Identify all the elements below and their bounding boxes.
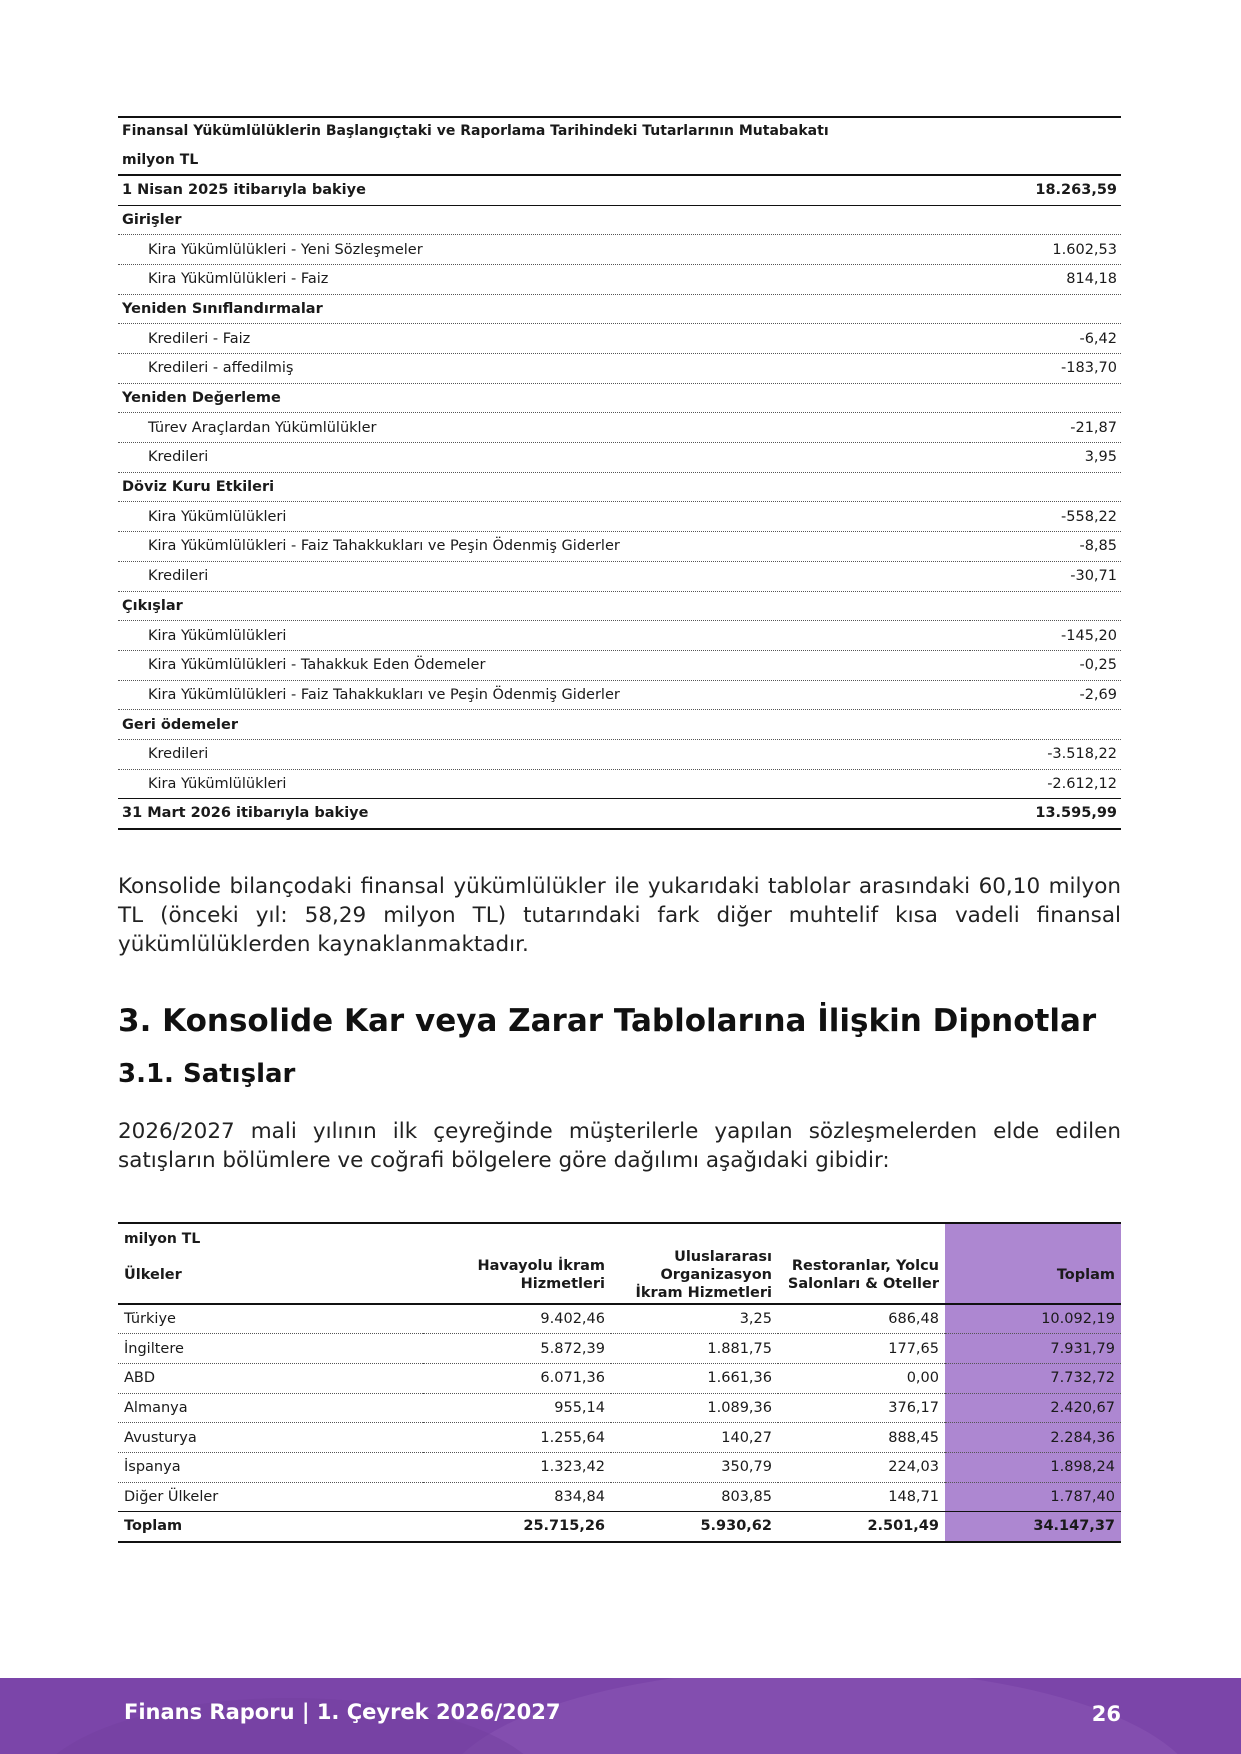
table-title: Finansal Yükümlülüklerin Başlangıçtaki ve Raporlama Tarihindeki Tutarlarının Mutabakatı [122, 122, 829, 139]
table-row [118, 739, 1121, 769]
opening-balance-row [118, 175, 1121, 205]
sales-table [118, 1222, 1121, 1543]
cell-restaurants-lounges: 888,45 [778, 1423, 945, 1453]
total-column-header-bg [945, 1223, 1121, 1247]
closing-balance-row [118, 799, 1121, 829]
table-row-label: Kredileri - Faiz [118, 324, 970, 354]
group-header-row [118, 205, 1121, 235]
group-label: Geri ödemeler [118, 710, 1121, 740]
page-footer [0, 1678, 1241, 1754]
subsection-heading: 3.1. Satışlar [118, 1059, 296, 1089]
cell-country: Türkiye [118, 1304, 423, 1334]
cell-total: 7.732,72 [945, 1363, 1121, 1393]
table-row-value: -558,22 [970, 502, 1121, 532]
table-row [118, 561, 1121, 591]
table-row [118, 1423, 1121, 1453]
table-row-value: -183,70 [970, 354, 1121, 384]
cell-total: 1.898,24 [945, 1452, 1121, 1482]
cell-airline-catering: 955,14 [423, 1393, 611, 1423]
cell-country: Avusturya [118, 1423, 423, 1453]
table-row-value: -2,69 [970, 680, 1121, 710]
cell-event-catering: 350,79 [611, 1452, 778, 1482]
opening-balance-row-value: 18.263,59 [970, 175, 1121, 205]
table-row [118, 532, 1121, 562]
cell-total: 7.931,79 [945, 1334, 1121, 1364]
cell-total: 34.147,37 [945, 1512, 1121, 1542]
table-unit: milyon TL [118, 146, 1121, 176]
cell-airline-catering: 1.323,42 [423, 1452, 611, 1482]
table-row [118, 1304, 1121, 1334]
closing-balance-row-value: 13.595,99 [970, 799, 1121, 829]
group-header-row [118, 710, 1121, 740]
table-row-value: -6,42 [970, 324, 1121, 354]
total-row [118, 1512, 1121, 1542]
cell-restaurants-lounges: 376,17 [778, 1393, 945, 1423]
cell-country: Almanya [118, 1393, 423, 1423]
sales-intro: 2026/2027 mali yılının ilk çeyreğinde müşterilerle yapılan sözleşmelerden elde edilen satışların bölümlere ve coğrafi bölgelere göre dağılımı aşağıdaki gibidir: [118, 1119, 1121, 1173]
table-row-label: Kredileri [118, 561, 970, 591]
page-number: 26 [1091, 1702, 1121, 1726]
cell-event-catering: 3,25 [611, 1304, 778, 1334]
group-header-row [118, 294, 1121, 324]
cell-restaurants-lounges: 0,00 [778, 1363, 945, 1393]
cell-total: 2.284,36 [945, 1423, 1121, 1453]
table-row-label: Kira Yükümlülükleri - Faiz [118, 264, 970, 294]
table-row [118, 1393, 1121, 1423]
header-countries: Ülkeler [118, 1247, 423, 1304]
table-row-label: Kira Yükümlülükleri [118, 502, 970, 532]
cell-event-catering: 1.089,36 [611, 1393, 778, 1423]
table-row-label: Kredileri [118, 739, 970, 769]
table-row-label: Kredileri [118, 443, 970, 473]
table-row [118, 680, 1121, 710]
table-row-value: -21,87 [970, 413, 1121, 443]
table-row [118, 264, 1121, 294]
table-row [118, 1334, 1121, 1364]
cell-event-catering: 1.661,36 [611, 1363, 778, 1393]
cell-country: İspanya [118, 1452, 423, 1482]
table-row-label: Kira Yükümlülükleri [118, 769, 970, 799]
cell-total: 2.420,67 [945, 1393, 1121, 1423]
cell-airline-catering: 5.872,39 [423, 1334, 611, 1364]
cell-country: İngiltere [118, 1334, 423, 1364]
header-airline-catering: Havayolu İkram Hizmetleri [423, 1247, 611, 1304]
table-row-value: 3,95 [970, 443, 1121, 473]
table-row-value: -8,85 [970, 532, 1121, 562]
cell-restaurants-lounges: 177,65 [778, 1334, 945, 1364]
table-row [118, 354, 1121, 384]
table-row-label: Kira Yükümlülükleri - Yeni Sözleşmeler [118, 235, 970, 265]
table-row-label: Kira Yükümlülükleri - Faiz Tahakkukları ve Peşin Ödenmiş Giderler [118, 680, 970, 710]
sales-unit: milyon TL [118, 1223, 423, 1247]
table-row-value: -145,20 [970, 621, 1121, 651]
group-label: Çıkışlar [118, 591, 1121, 621]
cell-restaurants-lounges: 2.501,49 [778, 1512, 945, 1542]
group-label: Girişler [118, 205, 1121, 235]
closing-balance-row-label: 31 Mart 2026 itibarıyla bakiye [118, 799, 970, 829]
table-title-row [118, 116, 1121, 146]
table-row-value: -0,25 [970, 650, 1121, 680]
cell-airline-catering: 6.071,36 [423, 1363, 611, 1393]
cell-restaurants-lounges: 148,71 [778, 1482, 945, 1512]
group-header-row [118, 472, 1121, 502]
group-label: Yeniden Sınıflandırmalar [118, 294, 1121, 324]
cell-event-catering: 5.930,62 [611, 1512, 778, 1542]
cell-airline-catering: 9.402,46 [423, 1304, 611, 1334]
table-unit-row [118, 146, 1121, 176]
cell-country: Diğer Ülkeler [118, 1482, 423, 1512]
table-row-label: Kira Yükümlülükleri [118, 621, 970, 651]
table-row [118, 650, 1121, 680]
table-row [118, 413, 1121, 443]
table-row [118, 324, 1121, 354]
table-row [118, 443, 1121, 473]
cell-airline-catering: 25.715,26 [423, 1512, 611, 1542]
header-total: Toplam [945, 1247, 1121, 1304]
group-label: Döviz Kuru Etkileri [118, 472, 1121, 502]
cell-airline-catering: 834,84 [423, 1482, 611, 1512]
table-row [118, 769, 1121, 799]
cell-total: 10.092,19 [945, 1304, 1121, 1334]
group-header-row [118, 591, 1121, 621]
table-row-label: Kira Yükümlülükleri - Faiz Tahakkukları ve Peşin Ödenmiş Giderler [118, 532, 970, 562]
table-row-value: -2.612,12 [970, 769, 1121, 799]
header-restaurants-lounges: Restoranlar, Yolcu Salonları & Oteller [778, 1247, 945, 1304]
table-row-label: Kira Yükümlülükleri - Tahakkuk Eden Ödemeler [118, 650, 970, 680]
cell-event-catering: 803,85 [611, 1482, 778, 1512]
table-row [118, 1363, 1121, 1393]
cell-restaurants-lounges: 224,03 [778, 1452, 945, 1482]
table-row [118, 621, 1121, 651]
cell-total: 1.787,40 [945, 1482, 1121, 1512]
table-row-value: 814,18 [970, 264, 1121, 294]
table-row [118, 235, 1121, 265]
reconciliation-note: Konsolide bilançodaki finansal yükümlülükler ile yukarıdaki tablolar arasındaki 60,10 milyon TL (önceki yıl: 58,29 milyon TL) tutarındaki fark diğer muhtelif kısa vadeli finansal yükümlülüklerden kaynaklanmaktadır. [118, 874, 1121, 957]
cell-event-catering: 140,27 [611, 1423, 778, 1453]
table-row-value: -30,71 [970, 561, 1121, 591]
header-event-catering: Uluslararası Organizasyon İkram Hizmetleri [611, 1247, 778, 1304]
cell-airline-catering: 1.255,64 [423, 1423, 611, 1453]
table-row [118, 1482, 1121, 1512]
table-row [118, 502, 1121, 532]
cell-country: ABD [118, 1363, 423, 1393]
cell-country: Toplam [118, 1512, 423, 1542]
table-row [118, 1452, 1121, 1482]
cell-restaurants-lounges: 686,48 [778, 1304, 945, 1334]
table-row-value: 1.602,53 [970, 235, 1121, 265]
table-row-label: Kredileri - affedilmiş [118, 354, 970, 384]
table-row-label: Türev Araçlardan Yükümlülükler [118, 413, 970, 443]
opening-balance-row-label: 1 Nisan 2025 itibarıyla bakiye [118, 175, 970, 205]
reconciliation-table [118, 116, 1121, 830]
section-heading: 3. Konsolide Kar veya Zarar Tablolarına İlişkin Dipnotlar [118, 1003, 1097, 1039]
cell-event-catering: 1.881,75 [611, 1334, 778, 1364]
footer-title: Finans Raporu | 1. Çeyrek 2026/2027 [124, 1700, 561, 1724]
group-header-row [118, 383, 1121, 413]
table-row-value: -3.518,22 [970, 739, 1121, 769]
group-label: Yeniden Değerleme [118, 383, 1121, 413]
